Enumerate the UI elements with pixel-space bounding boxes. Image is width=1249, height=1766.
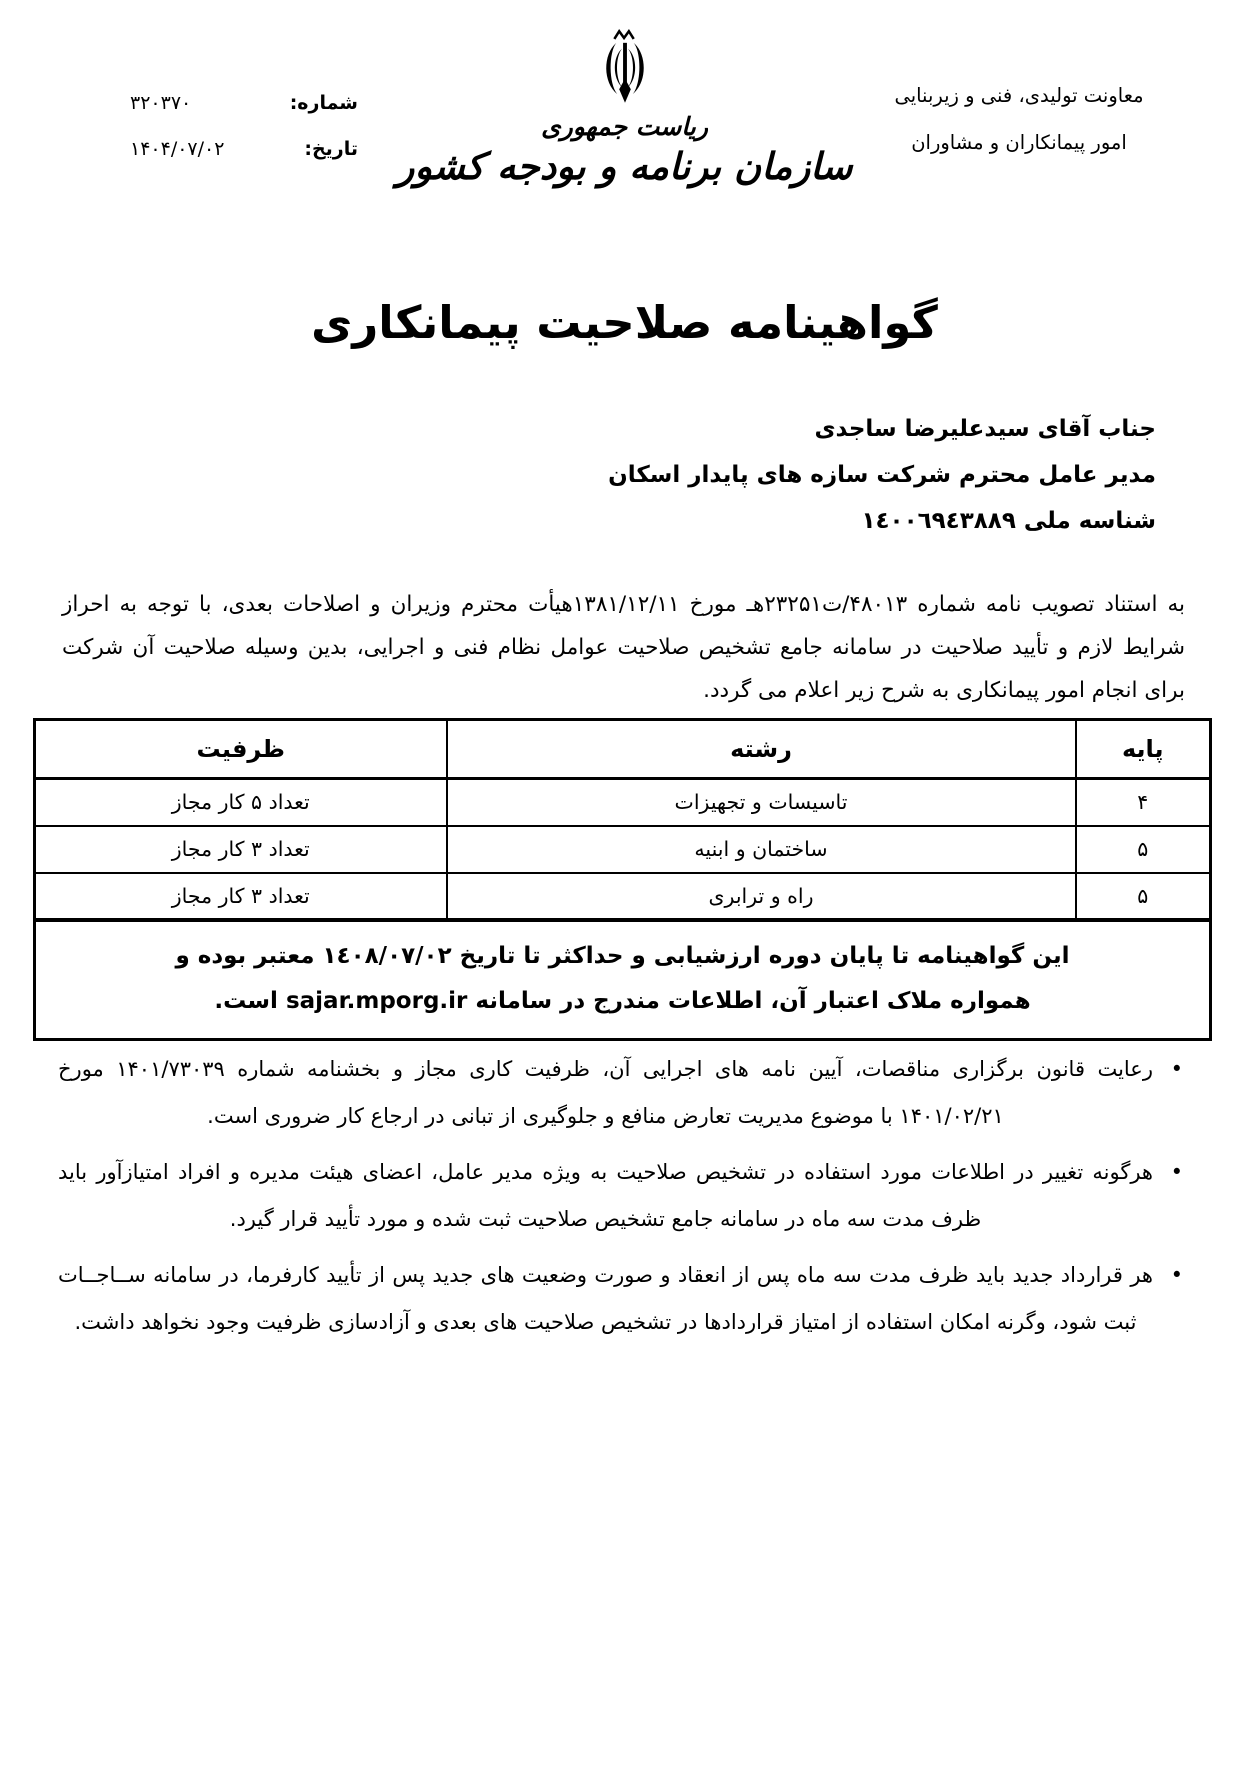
deputy-line1: معاونت تولیدی، فنی و زیربنایی (894, 84, 1144, 107)
deputy-line2: امور پیمانکاران و مشاوران (911, 131, 1127, 154)
letter-meta-block (130, 92, 358, 184)
grade-cell: ۵ (1076, 826, 1211, 873)
capacity-cell: تعداد ۵ کار مجاز (35, 779, 447, 826)
qualification-table (33, 718, 1212, 1041)
field-cell: تاسیسات و تجهیزات (447, 779, 1076, 826)
grade-cell: ۴ (1076, 779, 1211, 826)
footnotes-list (58, 1046, 1189, 1355)
addressee-role-company: مدیر عامل محترم شرکت سازه های پایدار اسکان (608, 462, 1156, 488)
page-title: گواهینامه صلاحیت پیمانکاری (311, 296, 938, 349)
letter-date-label: تاریخ: (304, 138, 358, 160)
letterhead-center (395, 28, 855, 188)
table-row (35, 779, 1211, 826)
letter-date-value: ۱۴۰۴/۰۷/۰۲ (130, 138, 225, 160)
table-row (35, 873, 1211, 920)
certificate-body-paragraph: به استناد تصویب نامه شماره ۴۸۰۱۳/ت۲۳۲۵۱هـ مورخ ۱۳۸۱/۱۲/۱۱هیأت محترم وزیران و اصلاحات بعدی، با توجه به احراز شرایط لازم و تأیید صلاحیت در سامانه جامع تشخیص صلاحیت عوامل نظام فنی و اجرایی، بدین وسیله صلاحیت آن شرکت برای انجام امور پیمانکاری به شرح زیر اعلام می گردد. (62, 592, 1185, 703)
table-header-row (35, 720, 1211, 779)
validity-row (35, 920, 1211, 1040)
column-header-grade: پایه (1076, 720, 1211, 779)
footnote-item: • رعایت قانون برگزاری مناقصات، آیین نامه های اجرایی آن، ظرفیت کاری مجاز و بخشنامه شماره ۱۴۰۱/۷۳۰۳۹ مورخ ۱۴۰۱/۰۲/۲۱ با موضوع مدیریت تعارض منافع و جلوگیری از تبانی در ارجاع کار ضروری است. (58, 1046, 1189, 1140)
letter-date-row (130, 138, 358, 160)
deputy-office-block (851, 84, 1187, 154)
validity-line2: همواره ملاک اعتبار آن، اطلاعات مندرج در سامانه sajar.mporg.ir است. (214, 987, 1031, 1014)
table-row (35, 826, 1211, 873)
capacity-cell: تعداد ۳ کار مجاز (35, 873, 447, 920)
grade-cell: ۵ (1076, 873, 1211, 920)
letter-number-row (130, 92, 358, 114)
presidency-label: ریاست جمهوری (541, 112, 708, 141)
field-cell: ساختمان و ابنیه (447, 826, 1076, 873)
addressee-national-id: شناسه ملی ١٤٠٠٦٩٤٣٨٨٩ (861, 508, 1156, 534)
field-cell: راه و ترابری (447, 873, 1076, 920)
iran-emblem-icon (596, 28, 654, 106)
column-header-capacity: ظرفیت (35, 720, 447, 779)
letter-number-value: ۳۲۰۳۷۰ (130, 92, 192, 114)
letter-number-label: شماره: (289, 92, 358, 114)
capacity-cell: تعداد ۳ کار مجاز (35, 826, 447, 873)
addressee-name: جناب آقای سیدعلیرضا ساجدی (814, 416, 1156, 442)
validity-cell (35, 920, 1211, 1040)
footnote-item: • هر قرارداد جدید باید ظرف مدت سه ماه پس از انعقاد و صورت وضعیت های جدید پس از تأیید کارفرما، در سامانه ســاجــات ثبت شود، وگرنه امکان استفاده از امتیاز قراردادها در تشخیص صلاحیت های بعدی و آزادسازی ظرفیت وجود نخواهد داشت. (58, 1252, 1189, 1346)
validity-line1: این گواهینامه تا پایان دوره ارزشیابی و حداکثر تا تاریخ ١٤٠٨/٠٧/٠٢ معتبر بوده و (175, 942, 1070, 969)
organization-name: سازمان برنامه و بودجه کشور (396, 145, 853, 188)
addressee-block (608, 406, 1156, 544)
column-header-field: رشته (447, 720, 1076, 779)
footnote-item: • هرگونه تغییر در اطلاعات مورد استفاده در تشخیص صلاحیت به ویژه مدیر عامل، اعضای هیئت مدیره و افراد امتیازآور باید ظرف مدت سه ماه در سامانه جامع تشخیص صلاحیت ثبت شده و مورد تأیید قرار گیرد. (58, 1149, 1189, 1243)
